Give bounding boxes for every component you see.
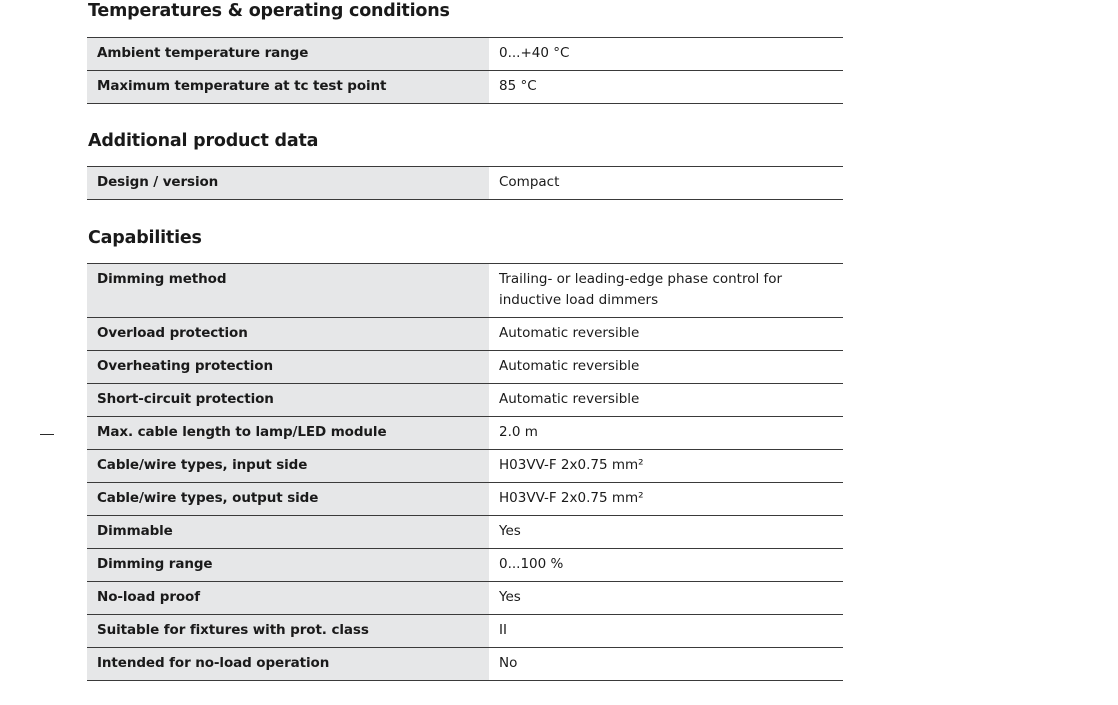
table-row: [87, 71, 843, 104]
table-row: [87, 417, 843, 450]
spec-value: No: [489, 648, 843, 681]
spec-label: Dimming range: [87, 549, 489, 582]
spec-value: 85 °C: [489, 71, 843, 104]
spec-label: Dimmable: [87, 516, 489, 549]
table-row: [87, 516, 843, 549]
spec-value: Automatic reversible: [489, 351, 843, 384]
spec-value: 0...+40 °C: [489, 38, 843, 71]
spec-value: H03VV-F 2x0.75 mm²: [489, 483, 843, 516]
spec-value: Yes: [489, 582, 843, 615]
section-title-additional-product-data: Additional product data: [88, 131, 319, 151]
spec-label: Cable/wire types, input side: [87, 450, 489, 483]
spec-label: Design / version: [87, 167, 489, 200]
table-row: [87, 648, 843, 681]
spec-label: Overheating protection: [87, 351, 489, 384]
spec-label: Maximum temperature at tc test point: [87, 71, 489, 104]
table-row: [87, 351, 843, 384]
section-title-temperatures: Temperatures & operating conditions: [88, 1, 450, 21]
spec-table-capabilities: [87, 263, 843, 681]
spec-label: Suitable for fixtures with prot. class: [87, 615, 489, 648]
table-row: [87, 615, 843, 648]
table-row: [87, 549, 843, 582]
table-row: [87, 38, 843, 71]
table-row: [87, 450, 843, 483]
spec-label: Short-circuit protection: [87, 384, 489, 417]
table-row: [87, 264, 843, 318]
spec-label: Overload protection: [87, 318, 489, 351]
spec-value: Automatic reversible: [489, 318, 843, 351]
table-row: [87, 167, 843, 200]
spec-value: Yes: [489, 516, 843, 549]
spec-value: 0...100 %: [489, 549, 843, 582]
spec-value: Compact: [489, 167, 843, 200]
table-row: [87, 384, 843, 417]
spec-label: Dimming method: [87, 264, 489, 318]
spec-table-temperatures: [87, 37, 843, 104]
spec-value: 2.0 m: [489, 417, 843, 450]
margin-dash-mark: [40, 434, 54, 435]
spec-label: No-load proof: [87, 582, 489, 615]
spec-table-additional-product-data: [87, 166, 843, 200]
table-row: [87, 318, 843, 351]
spec-value: H03VV-F 2x0.75 mm²: [489, 450, 843, 483]
spec-value: II: [489, 615, 843, 648]
section-title-capabilities: Capabilities: [88, 228, 202, 248]
spec-label: Max. cable length to lamp/LED module: [87, 417, 489, 450]
spec-label: Ambient temperature range: [87, 38, 489, 71]
spec-value: Trailing- or leading-edge phase control for inductive load dimmers: [489, 264, 843, 318]
spec-value: Automatic reversible: [489, 384, 843, 417]
spec-label: Cable/wire types, output side: [87, 483, 489, 516]
table-row: [87, 483, 843, 516]
table-row: [87, 582, 843, 615]
spec-label: Intended for no-load operation: [87, 648, 489, 681]
